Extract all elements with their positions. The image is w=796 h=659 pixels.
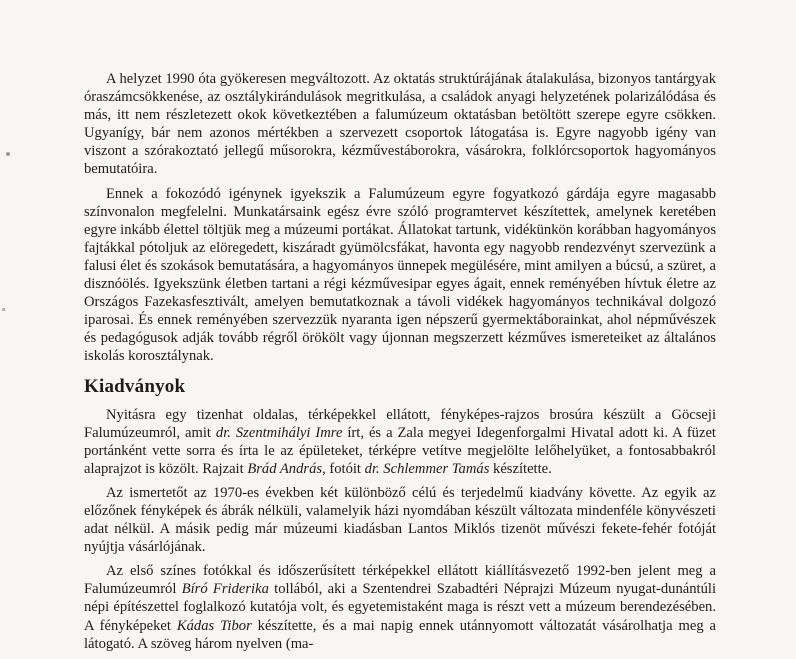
paragraph: Az ismertetőt az 1970-es években két különböző célú és terjedelmű kiadvány követte. Az egyik az előzőnek fényképek és ábrák nélküli, valamelyik házi nyomdában készült változata mindenféle könyvészeti adat nélkül. A másik pedig már múzeumi kiadásban Lantos Miklós tizenöt művészi fekete-fehér fotóját nyújtja vásárlójának. [84,484,716,556]
text-run: Az első színes fotókkal és időszerűsített térképekkel ellátott kiállításvezető 1992-ben jelent meg a Falumúzeumról [84,563,716,598]
document-page [84,70,716,659]
paragraph: A helyzet 1990 óta gyökeresen megváltozott. Az oktatás struktúrájának átalakulása, bizonyos tantárgyak óraszámcsökkenése, az osztálykirándulások megritkulása, a családok anyagi helyzetének polarizálódása és más, itt nem részletezett okok következtében a falumúzeum oktatásban betöltött szerepe egyre csökken. Ugyanígy, bár nem azonos mértékben a szervezett csoportok látogatása is. Egyre nagyobb igény van viszont a szórakoztató jellegű műsorokra, kézművestáborokra, vásárokra, folklórcsoportok hagyományos bemutatóira. [84,71,716,178]
scan-speck [6,152,10,156]
author-name: dr. Szentmihályi Imre [215,424,343,441]
paragraph [84,406,716,478]
paragraph [84,562,716,652]
text-run: készítette, és a mai napig ennek utánnyomott változatát vásárolhatja meg a látogató. A szöveg három nyelven (ma- [84,617,717,652]
photographer-name: Kádas Tibor [176,617,252,634]
paragraph: Ennek a fokozódó igénynek igyekszik a Falumúzeum egyre fogyatkozó gárdája egyre magasabb színvonalon megfelelni. Munkatársaink egész évre szóló programtervet készítettek, amelynek keretében egyre inkább élettel töltjük meg a múzeumi portákat. Állatokat tartunk, vidékünkön korábban hagyományos fajtákkal pótoljuk az elöregedett, kiszáradt gyümölcsfákat, havonta egy nagyobb rendezvényt szervezünk a falusi élet és szokások bemutatására, a hagyományos ünnepek megülésére, mint amilyen a búcsú, a szüret, a disznóölés. Igyekszünk életben tartani a régi kézművesipar egyes ágait, ennek reményében hívtuk életre az Országos Fazekasfesztivált, amelyen bemutatkoznak a távoli vidékek hagyományos technikával dolgozó iparosai. És ennek reményében szervezzük nyaranta igen népszerű gyermektáborainkat, ahol népművészek és pedagógusok adják tovább régről örökölt vagy újonnan megszerzett kézműves ismereteiket az általános iskolás korosztálynak. [84,185,716,365]
text-run: készítette. [489,460,552,477]
section-heading: Kiadványok [84,375,186,397]
illustrator-name: Brád András [247,460,323,477]
text-run: Nyitásra egy tizenhat oldalas, térképekkel ellátott, fényképes-rajzos brosúra készült a Göcseji Falumúzeumról, amit [84,406,716,441]
text-run: tollából, aki a Szentendrei Szabadtéri Néprajzi Múzeum nyugat-dunántúli népi építészettel foglalkozó kutatója volt, és egyetemistaként maga is részt vett a múzeum berendezésében. A fényképeket [84,581,716,634]
scan-speck [2,308,5,311]
author-name: Bíró Friderika [181,581,269,598]
photographer-name: dr. Schlemmer Tamás [364,460,490,477]
text-run: , fotóit [322,460,365,477]
text-run: írt, és a Zala megyei Idegenforgalmi Hivatal adott ki. A füzet portánként vette sorra és írta le az épületeket, térképre vetítve megjelölte lelőhelyüket, a fontosabbakról alaprajzot is közölt. Rajzait [84,424,716,477]
